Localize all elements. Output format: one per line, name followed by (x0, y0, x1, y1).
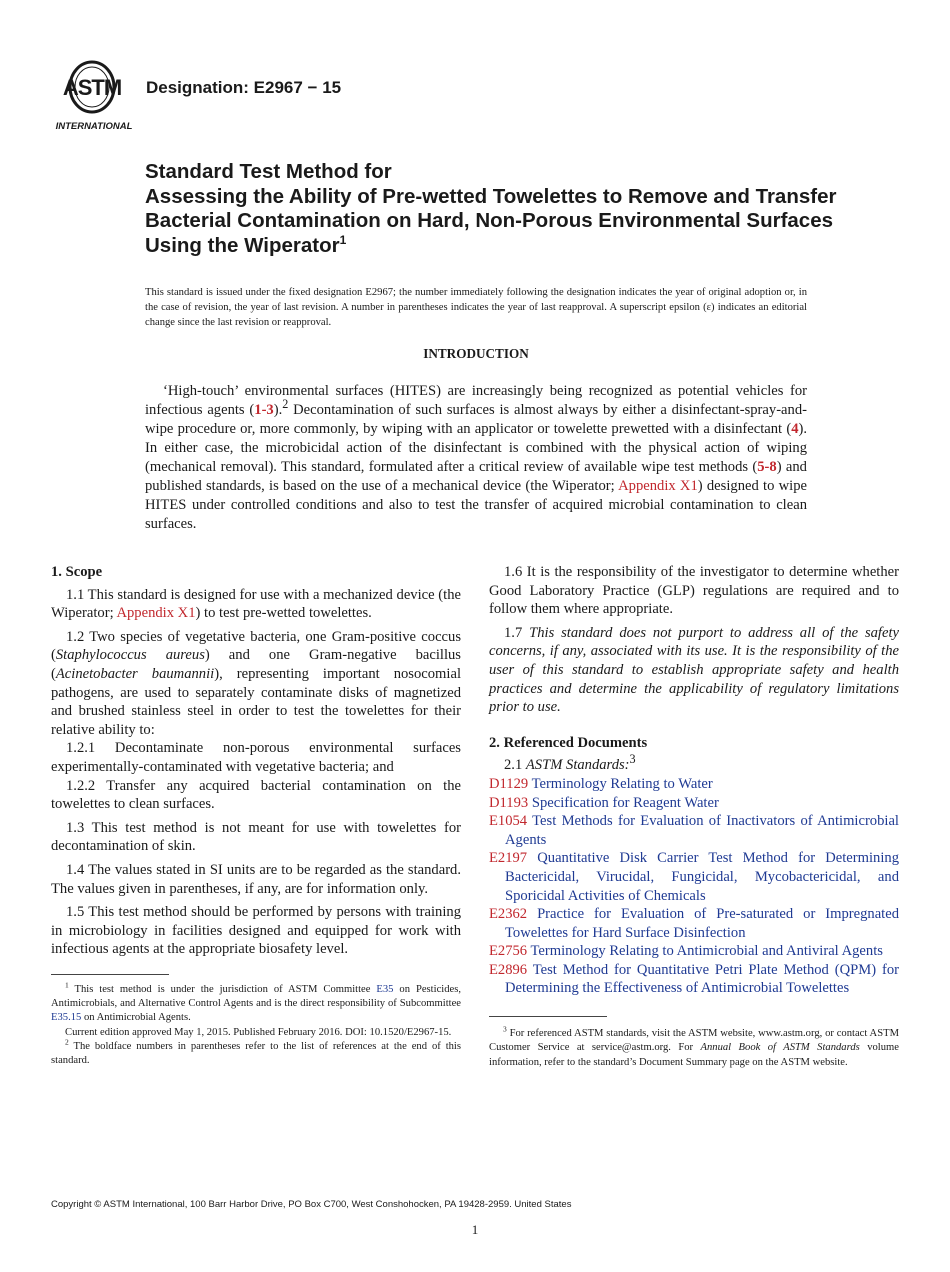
scope-1-1: 1.1 This standard is designed for use with a mechanized device (the Wiperator; Appendix X1) to test pre-wetted towelettes. (51, 586, 461, 622)
standard-title-link[interactable]: Test Method for Quantitative Petri Plate Method (QPM) for Determining the Effectiveness of Antimicrobial Towelettes (505, 961, 899, 997)
scope-1-7: 1.7 This standard does not purport to address all of the safety concerns, if any, associated with its use. It is the responsibility of the user of this standard to establish appropriate safety and health practices and determine the applicability of regulatory limitations prior to use. (489, 624, 899, 716)
standard-title-link[interactable]: Specification for Reagent Water (531, 794, 719, 811)
referenced-document-item (489, 812, 899, 849)
standard-code-link[interactable]: E1054 (489, 813, 528, 830)
astm-logo (52, 60, 136, 132)
footnote-mark-2[interactable]: 2 (282, 397, 289, 412)
footnote-3: $^3$ For referenced ASTM standards, visit the ASTM website, www.astm.org, or contact ASTM Customer Service at service@astm.org. For Annual Book of ASTM Standards volume information, refer to the standard’s Document Summary page on the ASTM website. (489, 1024, 899, 1068)
astm-standards-subheading: 2.1 ASTM Standards:$^3$ (504, 752, 636, 774)
designation: Designation: E2967 − 15 (146, 78, 342, 97)
copyright-notice: Copyright © ASTM International, 100 Barr Harbor Drive, PO Box C700, West Conshohocken, PA 19428-2959. United States (51, 1199, 572, 1210)
standard-title-link[interactable]: Terminology Relating to Antimicrobial and Antiviral Agents (530, 943, 883, 960)
standard-title-link[interactable]: Terminology Relating to Water (531, 775, 713, 792)
standard-code-link[interactable]: E2197 (489, 850, 528, 867)
logo-subtext: INTERNATIONAL (55, 121, 133, 132)
subcommittee-e35-15-link[interactable]: E35.15 (51, 1012, 82, 1024)
referenced-documents-heading: 2. Referenced Documents (489, 734, 648, 751)
scope-1-4: 1.4 The values stated in SI units are to be regarded as the standard. The values given in parentheses, if any, are for information only. (51, 861, 461, 897)
referenced-document-item (489, 961, 899, 998)
scope-1-2-2: 1.2.2 Transfer any acquired bacterial contamination on the towelettes to clean surfaces. (51, 777, 461, 813)
scope-1-2: 1.2 Two species of vegetative bacteria, one Gram-positive coccus (Staphylococcus aureus) and one Gram-negative bacillus (Acinetobacter baumannii), representing important nosocomial pathogens, are used to separately contaminate disks of magnetized and brushed stainless steel in order to test the towelettes for their relative ability to: (51, 628, 461, 738)
footnote-1-edition: Current edition approved May 1, 2015. Published February 2016. DOI: 10.1520/E2967-15. (65, 1026, 452, 1038)
scope-1-6: 1.6 It is the responsibility of the investigator to determine whether Good Laboratory Practice (GLP) regulations are required and to follow them where appropriate. (489, 564, 899, 618)
scope-1-3: 1.3 This test method is not meant for use with towelettes for decontamination of skin. (51, 819, 461, 855)
footnote-2: $^2$ The boldface numbers in parentheses refer to the list of references at the end of this standard. (51, 1037, 461, 1067)
appendix-x1-link[interactable]: Appendix X1 (618, 478, 698, 494)
ref-link-5-8[interactable]: 5-8 (757, 459, 777, 475)
standard-code-link[interactable]: D1129 (489, 775, 529, 792)
logo-mark: ASTM (62, 75, 122, 100)
standard-title-link[interactable]: Quantitative Disk Carrier Test Method for Determining Bactericidal, Virucidal, Fungicidal, Mycobactericidal, and Sporicidal Activities of Chemicals (505, 850, 899, 904)
standard-title-link[interactable]: Practice for Evaluation of Pre-saturated or Impregnated Towelettes for Hard Surface Disinfection (505, 906, 899, 941)
left-column (51, 563, 461, 1069)
scope-1-2-1: 1.2.1 Decontaminate non-porous environmental surfaces experimentally-contaminated with vegetative bacteria; and (51, 740, 461, 775)
title-line-1: Standard Test Method for (145, 160, 392, 183)
standard-title-link[interactable]: Test Methods for Evaluation of Inactivators of Antimicrobial Agents (505, 813, 899, 848)
referenced-document-item (489, 794, 899, 813)
right-column (489, 563, 899, 1070)
introduction-text: ‘High-touch’ environmental surfaces (HITES) are increasingly being recognized as potential vehicles for infectious agents (1-3).$^2$ Decontamination of such surfaces is almost always by either a disinfectant-spray-and-wipe procedure or, more commonly, by wiping with an applicator or towelette prewetted with a disinfectant (4). In either case, the microbicidal action of the disinfectant is combined with the physical action of wiping (mechanical removal). This standard, formulated after a critical review of available wipe test methods (5-8) and published standards, is based on the use of a mechanical device (the Wiperator; Appendix X1) designed to wipe HITES under controlled conditions and also to test the transfer of acquired microbial contamination to clean surfaces. (145, 383, 807, 532)
introduction-heading: INTRODUCTION (423, 346, 529, 361)
committee-e35-link[interactable]: E35 (376, 983, 394, 995)
issue-note: This standard is issued under the fixed designation E2967; the number immediately following the designation indicates the year of original adoption or, in the case of revision, the year of last revision. A number in parentheses indicates the year of last reapproval. A superscript epsilon (ε) indicates an editorial change since the last revision or reapproval. (145, 287, 807, 328)
scope-1-5: 1.5 This test method should be performed by persons with training in microbiology in facilities designed and equipped for work with infectious agents at the appropriate biosafety level. (51, 904, 461, 958)
standard-code-link[interactable]: E2896 (489, 961, 528, 978)
ref-link-1-3[interactable]: 1-3 (254, 402, 274, 418)
page-number: 1 (471, 1222, 479, 1237)
appendix-x1-link[interactable]: Appendix X1 (116, 605, 196, 622)
standard-code-link[interactable]: E2756 (489, 943, 528, 960)
ref-link-4[interactable]: 4 (791, 421, 799, 437)
footnote-1: $^1$ This test method is under the jurisdiction of ASTM Committee E35 on Pesticides, Antimicrobials, and Alternative Control Agents and is the direct responsibility of Subcommittee E35.15 on Antimicrobial Agents. (51, 980, 461, 1024)
referenced-documents-list (489, 775, 899, 998)
document-title (145, 160, 845, 258)
footnote-mark-3[interactable]: 3 (629, 752, 636, 767)
title-footnote-mark: 1 (339, 232, 347, 247)
referenced-document-item (489, 775, 899, 794)
title-main: Assessing the Ability of Pre-wetted Towelettes to Remove and Transfer Bacterial Contamination on Hard, Non-Porous Environmental Surfaces Using the Wiperator$^1$ (145, 184, 837, 257)
referenced-document-item (489, 942, 899, 961)
referenced-document-item (489, 849, 899, 905)
scope-heading: 1. Scope (51, 564, 103, 580)
referenced-document-item (489, 905, 899, 942)
standard-code-link[interactable]: D1193 (489, 794, 529, 811)
standard-code-link[interactable]: E2362 (489, 906, 528, 923)
